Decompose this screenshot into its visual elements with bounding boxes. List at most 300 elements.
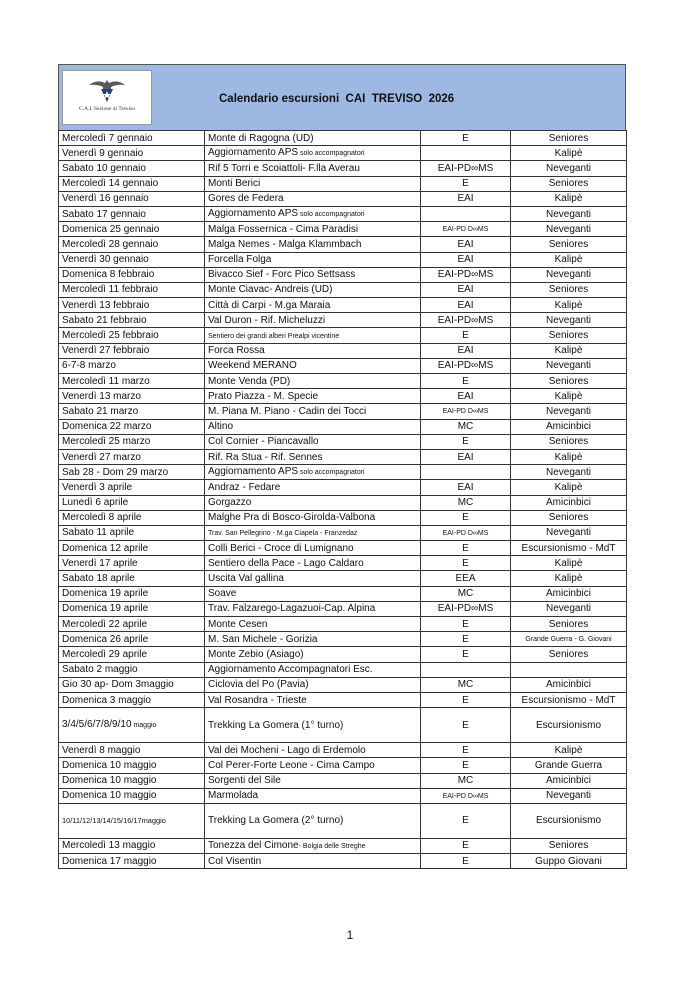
difficulty-cell <box>421 601 511 616</box>
group-text: Amicinbici <box>545 421 591 433</box>
group-cell <box>511 282 627 297</box>
destination-cell <box>205 510 421 525</box>
table-row <box>59 586 627 601</box>
destination-cell <box>205 525 421 540</box>
table-row <box>59 176 627 191</box>
difficulty-text: E <box>462 178 469 190</box>
date-cell <box>59 328 205 343</box>
group-text: Neveganti <box>545 223 592 235</box>
table-row <box>59 480 627 495</box>
table-row <box>59 161 627 176</box>
destination-text: Sentiero dei grandi alberi Prealpi vicentine <box>208 332 340 340</box>
table-row <box>59 854 627 869</box>
date-text: Domenica 10 maggio <box>62 775 157 787</box>
group-cell <box>511 267 627 282</box>
destination-cell <box>205 343 421 358</box>
table-row <box>59 146 627 161</box>
group-cell <box>511 191 627 206</box>
date-text: Lunedì 6 aprile <box>62 497 129 509</box>
date-text: Mercoledì 13 maggio <box>62 840 156 852</box>
group-text: Neveganti <box>545 603 592 615</box>
group-text: Seniores <box>548 648 589 660</box>
group-text: Kalipè <box>554 557 583 569</box>
group-cell <box>511 449 627 464</box>
date-text: Domenica 8 febbraio <box>62 269 155 281</box>
table-row <box>59 525 627 540</box>
destination-cell <box>205 571 421 586</box>
group-cell <box>511 788 627 803</box>
difficulty-text: EAI <box>457 451 474 463</box>
difficulty-cell <box>421 743 511 758</box>
group-cell <box>511 480 627 495</box>
group-cell <box>511 708 627 743</box>
destination-note: solo accompagnatori <box>298 469 365 477</box>
group-text: Neveganti <box>545 162 592 174</box>
destination-cell <box>205 803 421 838</box>
difficulty-cell <box>421 161 511 176</box>
difficulty-cell <box>421 434 511 449</box>
difficulty-text: E <box>462 633 469 645</box>
destination-cell <box>205 404 421 419</box>
date-text: Venerdì 8 maggio <box>62 744 141 756</box>
table-row <box>59 662 627 677</box>
date-text: 10/11/12/13/14/15/16/17maggio <box>62 816 166 826</box>
difficulty-cell <box>421 419 511 434</box>
destination-cell <box>205 773 421 788</box>
destination-text: Città di Carpi - M.ga Maraia <box>208 299 331 311</box>
group-cell <box>511 298 627 313</box>
group-cell <box>511 389 627 404</box>
date-cell <box>59 541 205 556</box>
table-row <box>59 647 627 662</box>
destination-cell <box>205 692 421 707</box>
group-cell <box>511 803 627 838</box>
date-cell <box>59 510 205 525</box>
destination-text: Malga Nemes - Malga Klammbach <box>208 238 362 250</box>
group-cell <box>511 510 627 525</box>
difficulty-text: E <box>462 436 469 448</box>
cai-eagle-logo-icon <box>87 77 127 103</box>
group-text: Amicinbici <box>545 588 591 600</box>
group-text: Grande Guerra - G. Giovani <box>525 636 612 644</box>
group-cell <box>511 374 627 389</box>
group-cell <box>511 146 627 161</box>
group-text: Neveganti <box>545 466 592 478</box>
difficulty-text: MC <box>457 679 474 691</box>
destination-cell <box>205 176 421 191</box>
destination-text: M. Piana M. Piano - Cadin dei Tocci <box>208 405 367 417</box>
difficulty-text: MC <box>457 588 474 600</box>
destination-cell <box>205 541 421 556</box>
date-text: Mercoledì 28 gennaio <box>62 238 159 250</box>
date-cell <box>59 434 205 449</box>
difficulty-text: EAI-PD∞MS <box>437 603 494 615</box>
group-cell <box>511 617 627 632</box>
group-cell <box>511 662 627 677</box>
date-cell <box>59 282 205 297</box>
difficulty-cell <box>421 328 511 343</box>
destination-cell <box>205 374 421 389</box>
group-cell <box>511 358 627 373</box>
group-text: Kalipè <box>554 147 583 159</box>
group-cell <box>511 647 627 662</box>
destination-text: Monte Cesen <box>208 618 268 630</box>
date-cell <box>59 449 205 464</box>
destination-text: Sentiero della Pace - Lago Caldaro <box>208 557 364 569</box>
difficulty-text: EAI <box>457 254 474 266</box>
destination-text: Trekking La Gomera (1° turno) <box>208 719 344 731</box>
table-row <box>59 131 627 146</box>
difficulty-cell <box>421 176 511 191</box>
difficulty-cell <box>421 647 511 662</box>
difficulty-cell <box>421 252 511 267</box>
date-cell <box>59 191 205 206</box>
difficulty-cell <box>421 146 511 161</box>
difficulty-text: EAI <box>457 345 474 357</box>
table-row <box>59 237 627 252</box>
destination-text: Trav. Falzarego-Lagazuoi-Cap. Alpina <box>208 603 376 615</box>
destination-text: Ciclovia del Po (Pavia) <box>208 679 309 691</box>
destination-cell <box>205 313 421 328</box>
table-row <box>59 556 627 571</box>
difficulty-text: EAI-PD D∞MS <box>442 529 489 537</box>
destination-cell <box>205 617 421 632</box>
date-cell <box>59 465 205 480</box>
destination-text: Sorgenti del Sile <box>208 775 281 787</box>
destination-text: Forca Rossa <box>208 345 265 357</box>
table-row <box>59 206 627 221</box>
date-text: Mercoledì 8 aprile <box>62 512 142 524</box>
destination-cell <box>205 662 421 677</box>
destination-text: Malga Fossernica - Cima Paradisi <box>208 223 359 235</box>
difficulty-cell <box>421 131 511 146</box>
destination-text: Rif 5 Torri e Scoiattoli- F.lla Averau <box>208 162 360 174</box>
difficulty-text: EAI-PD∞MS <box>437 269 494 281</box>
destination-note: - Bolgia delle Streghe <box>298 842 366 850</box>
difficulty-cell <box>421 838 511 853</box>
difficulty-text: EAI <box>457 238 474 250</box>
date-cell <box>59 146 205 161</box>
destination-text: Col Cornier - Piancavallo <box>208 436 319 448</box>
group-cell <box>511 252 627 267</box>
date-note: maggio <box>131 722 157 730</box>
table-row <box>59 495 627 510</box>
group-cell <box>511 343 627 358</box>
difficulty-cell <box>421 267 511 282</box>
destination-text: Aggiornamento APS <box>208 147 299 159</box>
table-row <box>59 419 627 434</box>
date-text: Domenica 12 aprile <box>62 542 149 554</box>
group-cell <box>511 854 627 869</box>
date-cell <box>59 298 205 313</box>
table-row <box>59 708 627 743</box>
difficulty-cell <box>421 191 511 206</box>
group-cell <box>511 677 627 692</box>
difficulty-text: EAI <box>457 299 474 311</box>
date-cell <box>59 480 205 495</box>
difficulty-cell <box>421 788 511 803</box>
destination-cell <box>205 586 421 601</box>
table-row <box>59 692 627 707</box>
group-cell <box>511 525 627 540</box>
destination-cell <box>205 758 421 773</box>
table-row <box>59 374 627 389</box>
difficulty-text: E <box>462 815 469 827</box>
date-text: Domenica 10 maggio <box>62 790 157 802</box>
table-row <box>59 758 627 773</box>
difficulty-text: EAI <box>457 390 474 402</box>
date-cell <box>59 571 205 586</box>
group-cell <box>511 419 627 434</box>
destination-text: Bivacco Sief - Forc Pico Settsass <box>208 269 356 281</box>
group-text: Neveganti <box>545 790 592 802</box>
date-cell <box>59 788 205 803</box>
date-cell <box>59 708 205 743</box>
difficulty-cell <box>421 803 511 838</box>
difficulty-text: EAI-PD∞MS <box>437 314 494 326</box>
difficulty-cell <box>421 556 511 571</box>
table-row <box>59 358 627 373</box>
group-cell <box>511 328 627 343</box>
difficulty-text: E <box>462 132 469 144</box>
group-text: Seniores <box>548 436 589 448</box>
date-text: Sabato 11 aprile <box>62 527 135 539</box>
difficulty-cell <box>421 313 511 328</box>
difficulty-text: MC <box>457 497 474 509</box>
difficulty-cell <box>421 692 511 707</box>
events-table <box>58 130 627 869</box>
group-text: Seniores <box>548 330 589 342</box>
destination-text: Aggiornamento APS <box>208 208 299 220</box>
difficulty-cell <box>421 662 511 677</box>
difficulty-cell <box>421 374 511 389</box>
destination-cell <box>205 298 421 313</box>
date-text: Venerdì 27 febbraio <box>62 345 150 357</box>
date-cell <box>59 358 205 373</box>
date-text: Domenica 19 aprile <box>62 588 149 600</box>
table-row <box>59 191 627 206</box>
date-cell <box>59 677 205 692</box>
date-text: Domenica 17 maggio <box>62 855 157 867</box>
difficulty-cell <box>421 495 511 510</box>
destination-text: Weekend MERANO <box>208 360 297 372</box>
group-text: Neveganti <box>545 405 592 417</box>
destination-text: Monte Zebio (Asiago) <box>208 648 304 660</box>
group-cell <box>511 404 627 419</box>
group-cell <box>511 131 627 146</box>
group-text: Seniores <box>548 618 589 630</box>
destination-text: Val Rosandra - Trieste <box>208 694 307 706</box>
group-cell <box>511 692 627 707</box>
difficulty-text: MC <box>457 775 474 787</box>
difficulty-text: E <box>462 744 469 756</box>
date-text: Mercoledì 22 aprile <box>62 618 148 630</box>
destination-cell <box>205 282 421 297</box>
date-text: Domenica 22 marzo <box>62 421 152 433</box>
group-text: Kalipè <box>554 390 583 402</box>
group-text: Kalipè <box>554 744 583 756</box>
date-cell <box>59 525 205 540</box>
group-cell <box>511 495 627 510</box>
group-text: Grande Guerra <box>534 759 603 771</box>
destination-text: Gorgazzo <box>208 497 252 509</box>
difficulty-cell <box>421 480 511 495</box>
difficulty-text: E <box>462 330 469 342</box>
group-text: Kalipè <box>554 451 583 463</box>
table-row <box>59 252 627 267</box>
destination-text: Altino <box>208 421 234 433</box>
destination-text: Forcella Folga <box>208 254 272 266</box>
date-cell <box>59 632 205 647</box>
group-cell <box>511 773 627 788</box>
destination-text: Monti Berici <box>208 178 261 190</box>
group-text: Kalipè <box>554 254 583 266</box>
difficulty-text: E <box>462 512 469 524</box>
destination-text: Colli Berici - Croce di Lumignano <box>208 542 354 554</box>
page-title: Calendario escursioni CAI TREVISO 2026 <box>219 93 455 105</box>
group-cell <box>511 161 627 176</box>
destination-text: Trav. San Pellegrino - M.ga Ciapela - Franzedaz <box>208 529 358 537</box>
group-cell <box>511 541 627 556</box>
destination-cell <box>205 788 421 803</box>
table-row <box>59 434 627 449</box>
date-cell <box>59 161 205 176</box>
date-cell <box>59 374 205 389</box>
destination-text: Uscita Val gallina <box>208 573 284 585</box>
destination-cell <box>205 267 421 282</box>
difficulty-cell <box>421 773 511 788</box>
date-text: Sabato 18 aprile <box>62 573 135 585</box>
destination-text: Marmolada <box>208 790 259 802</box>
difficulty-text: E <box>462 542 469 554</box>
group-cell <box>511 465 627 480</box>
destination-text: M. San Michele - Gorizia <box>208 633 318 645</box>
destination-cell <box>205 677 421 692</box>
difficulty-cell <box>421 358 511 373</box>
difficulty-cell <box>421 343 511 358</box>
date-cell <box>59 556 205 571</box>
destination-cell <box>205 222 421 237</box>
date-text: Venerdì 30 gennaio <box>62 254 149 266</box>
destination-cell <box>205 854 421 869</box>
table-row <box>59 677 627 692</box>
difficulty-text: E <box>462 648 469 660</box>
group-text: Seniores <box>548 284 589 296</box>
table-row <box>59 282 627 297</box>
date-text: Sab 28 - Dom 29 marzo <box>62 466 169 478</box>
difficulty-cell <box>421 758 511 773</box>
destination-cell <box>205 252 421 267</box>
group-text: Escursionismo - MdT <box>521 694 616 706</box>
difficulty-cell <box>421 298 511 313</box>
date-text: Gio 30 ap- Dom 3maggio <box>62 679 174 691</box>
destination-text: Rif. Ra Stua - Rif. Sennes <box>208 451 323 463</box>
destination-text: Monte Ciavac- Andreis (UD) <box>208 284 333 296</box>
date-text: Venerdì 17 aprile <box>62 557 138 569</box>
date-text: Domenica 3 maggio <box>62 694 151 706</box>
table-row <box>59 617 627 632</box>
table-row <box>59 389 627 404</box>
destination-text: Val Duron - Rif. Micheluzzi <box>208 314 326 326</box>
destination-cell <box>205 237 421 252</box>
difficulty-text: E <box>462 694 469 706</box>
group-text: Neveganti <box>545 527 592 539</box>
difficulty-text: E <box>462 375 469 387</box>
date-cell <box>59 773 205 788</box>
destination-text: Malghe Pra di Bosco-Girolda-Valbona <box>208 512 376 524</box>
date-text: Sabato 21 febbraio <box>62 314 147 326</box>
difficulty-text: E <box>462 840 469 852</box>
group-text: Escursionismo <box>535 719 602 731</box>
destination-cell <box>205 131 421 146</box>
destination-cell <box>205 495 421 510</box>
date-text: Mercoledì 25 febbraio <box>62 330 159 342</box>
table-row <box>59 510 627 525</box>
difficulty-text: E <box>462 855 469 867</box>
group-cell <box>511 838 627 853</box>
date-cell <box>59 206 205 221</box>
table-row <box>59 267 627 282</box>
date-text: Venerdì 13 marzo <box>62 390 141 402</box>
group-text: Kalipè <box>554 193 583 205</box>
date-cell <box>59 854 205 869</box>
group-cell <box>511 758 627 773</box>
date-cell <box>59 617 205 632</box>
group-text: Seniores <box>548 132 589 144</box>
table-row <box>59 571 627 586</box>
date-cell <box>59 222 205 237</box>
destination-cell <box>205 146 421 161</box>
date-cell <box>59 419 205 434</box>
date-cell <box>59 803 205 838</box>
table-row <box>59 601 627 616</box>
difficulty-cell <box>421 541 511 556</box>
difficulty-cell <box>421 617 511 632</box>
table-row <box>59 222 627 237</box>
date-cell <box>59 692 205 707</box>
date-text: Sabato 2 maggio <box>62 664 138 676</box>
difficulty-cell <box>421 282 511 297</box>
difficulty-cell <box>421 586 511 601</box>
table-row <box>59 788 627 803</box>
group-text: Escursionismo <box>535 815 602 827</box>
destination-text: Val dei Mocheni - Lago di Erdemolo <box>208 744 366 756</box>
destination-text: Soave <box>208 588 237 600</box>
difficulty-cell <box>421 237 511 252</box>
group-text: Seniores <box>548 178 589 190</box>
difficulty-cell <box>421 465 511 480</box>
destination-cell <box>205 480 421 495</box>
date-cell <box>59 758 205 773</box>
date-text: Mercoledì 14 gennaio <box>62 178 159 190</box>
date-cell <box>59 647 205 662</box>
group-text: Kalipè <box>554 345 583 357</box>
date-cell <box>59 343 205 358</box>
table-row <box>59 404 627 419</box>
date-cell <box>59 586 205 601</box>
date-cell <box>59 495 205 510</box>
group-text: Amicinbici <box>545 775 591 787</box>
group-text: Neveganti <box>545 208 592 220</box>
table-row <box>59 298 627 313</box>
table-row <box>59 313 627 328</box>
group-text: Kalipè <box>554 573 583 585</box>
difficulty-text: EAI-PD∞MS <box>437 162 494 174</box>
difficulty-text: EAI-PD D∞MS <box>442 226 489 234</box>
group-cell <box>511 237 627 252</box>
difficulty-cell <box>421 449 511 464</box>
group-cell <box>511 434 627 449</box>
